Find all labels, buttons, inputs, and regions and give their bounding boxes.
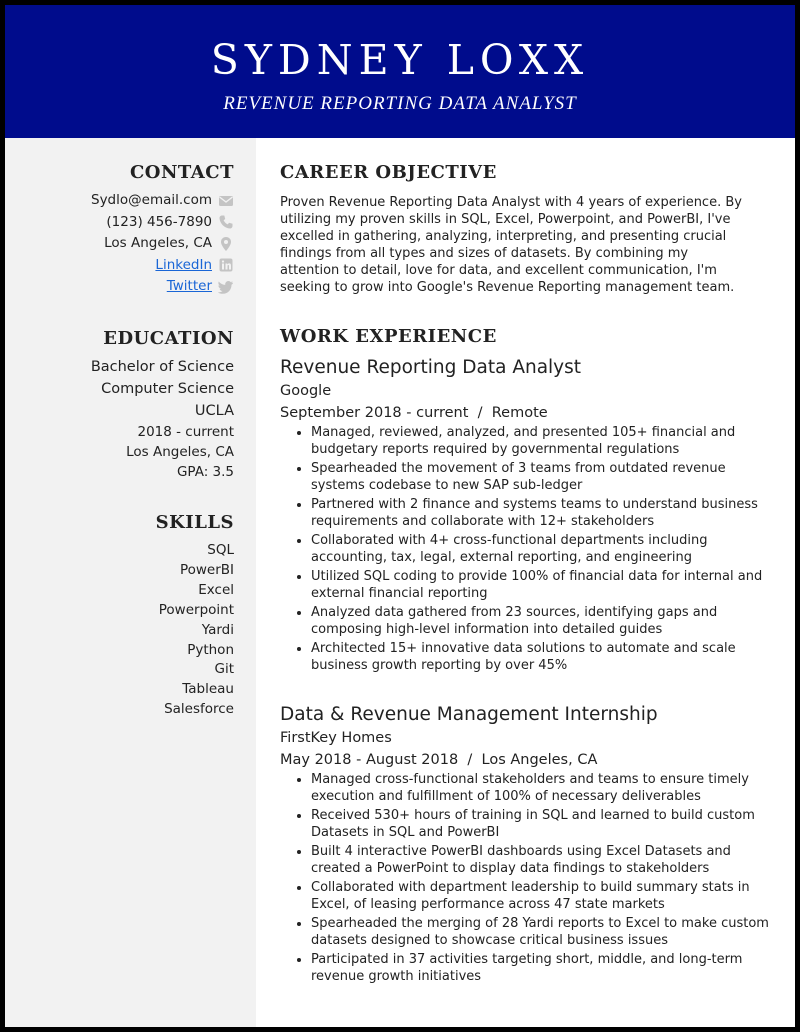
candidate-title: REVENUE REPORTING DATA ANALYST — [223, 93, 577, 114]
candidate-name: SYDNEY LOXX — [210, 36, 590, 84]
skill-item: Git — [214, 661, 234, 678]
bullet-item: Spearheaded the merging of 28 Yardi reports to Excel to make custom datasets designed to showcase critical business issues — [280, 915, 775, 949]
phone-icon — [218, 214, 234, 230]
linkedin-link[interactable]: LinkedIn — [155, 256, 212, 273]
contact-section — [5, 161, 234, 298]
contact-twitter[interactable] — [5, 276, 234, 298]
education-school: UCLA — [194, 403, 234, 419]
objective-text: Proven Revenue Reporting Data Analyst with 4 years of experience. By utilizing my proven skills in SQL, Excel, Powerpoint, and PowerBI, I've excelled in gathering, analyzing, interpreting, and presenting crucial findings from all types and sizes of datasets. By combining my attention to detail, love for data, and excellent communication, I'm seeking to grow into Google's Revenue Reporting management team. — [280, 195, 742, 295]
job-entry — [280, 356, 775, 676]
bullet-item: Managed cross-functional stakeholders and teams to ensure timely execution and fulfillment of 100% of necessary deliverables — [280, 771, 775, 805]
education-field: Computer Science — [101, 381, 234, 397]
contact-email[interactable] — [5, 190, 234, 212]
contact-phone-text: (123) 456-7890 — [106, 213, 212, 230]
skill-item: PowerBI — [179, 561, 234, 578]
bullet-item: Architected 15+ innovative data solutions to automate and scale business growth reporting by over 45% — [280, 640, 775, 674]
job-meta: May 2018 - August 2018 / Los Angeles, CA — [280, 752, 598, 768]
job-meta: September 2018 - current / Remote — [280, 405, 548, 421]
resume-page — [5, 5, 795, 1027]
bullet-item: Utilized SQL coding to provide 100% of financial data for internal and external financial reporting — [280, 568, 775, 602]
job-title: Revenue Reporting Data Analyst — [280, 357, 582, 378]
linkedin-icon — [218, 257, 234, 273]
objective-heading: CAREER OBJECTIVE — [280, 162, 497, 183]
email-icon — [218, 193, 234, 209]
bullet-item: Received 530+ hours of training in SQL and learned to build custom Datasets in SQL and PowerBI — [280, 807, 775, 841]
job-bullets — [280, 771, 775, 985]
contact-email-text: Sydlo@email.com — [91, 192, 212, 208]
skills-heading: SKILLS — [155, 512, 234, 533]
education-gpa: GPA: 3.5 — [176, 464, 234, 480]
twitter-link[interactable]: Twitter — [166, 278, 212, 294]
contact-linkedin[interactable] — [5, 255, 234, 277]
bullet-item: Collaborated with 4+ cross-functional departments including accounting, tax, legal, external reporting, and engineering — [280, 532, 775, 566]
experience-heading: WORK EXPERIENCE — [280, 326, 497, 347]
bullet-item: Spearheaded the movement of 3 teams from outdated revenue systems codebase to new SAP sub-ledger — [280, 460, 775, 494]
job-bullets — [280, 424, 775, 674]
skill-item: Salesforce — [164, 701, 234, 718]
skill-item: Excel — [198, 581, 234, 598]
twitter-icon — [218, 279, 234, 295]
resume-header — [5, 5, 795, 138]
contact-location — [5, 233, 234, 255]
skill-item: Yardi — [201, 621, 234, 638]
education-dates: 2018 - current — [137, 424, 234, 440]
contact-phone[interactable] — [5, 212, 234, 234]
education-section — [5, 327, 234, 482]
skills-section — [5, 511, 234, 720]
education-location: Los Angeles, CA — [126, 444, 234, 460]
job-entry — [280, 703, 775, 987]
education-degree: Bachelor of Science — [90, 359, 234, 375]
bullet-item: Built 4 interactive PowerBI dashboards using Excel Datasets and created a PowerPoint to display data findings to stakeholders — [280, 843, 775, 877]
bullet-item: Managed, reviewed, analyzed, and presented 105+ financial and budgetary reports required by governmental regulations — [280, 424, 775, 458]
skill-item: SQL — [207, 542, 234, 558]
location-icon — [218, 236, 234, 252]
contact-heading: CONTACT — [129, 162, 234, 183]
bullet-item: Participated in 37 activities targeting short, middle, and long-term revenue growth initiatives — [280, 951, 775, 985]
bullet-item: Collaborated with department leadership to build summary stats in Excel, of leasing performance across 47 state markets — [280, 879, 775, 913]
job-company: Google — [280, 383, 332, 399]
bullet-item: Partnered with 2 finance and systems teams to understand business requirements and collaborate with 12+ stakeholders — [280, 496, 775, 530]
skill-item: Tableau — [182, 681, 234, 698]
job-title: Data & Revenue Management Internship — [280, 704, 658, 725]
bullet-item: Analyzed data gathered from 23 sources, identifying gaps and composing high-level information into detailed guides — [280, 604, 775, 638]
sidebar — [5, 138, 256, 1027]
skill-item: Powerpoint — [158, 601, 234, 618]
education-heading: EDUCATION — [103, 328, 234, 349]
job-company: FirstKey Homes — [280, 730, 392, 746]
contact-location-text: Los Angeles, CA — [104, 235, 212, 251]
skill-item: Python — [187, 641, 234, 658]
